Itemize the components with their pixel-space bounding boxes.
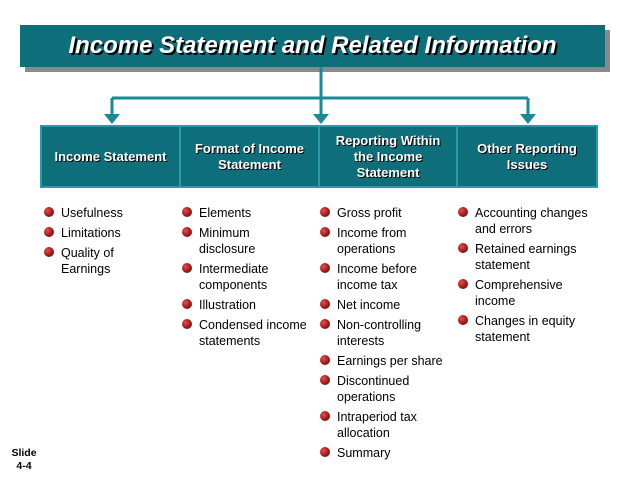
bullet-icon bbox=[320, 447, 330, 457]
list-item: Accounting changes and errors bbox=[458, 205, 598, 237]
list-item: Elements bbox=[182, 205, 317, 221]
bullet-icon bbox=[44, 207, 54, 217]
list-item: Intermediate components bbox=[182, 261, 299, 293]
bullet-icon bbox=[182, 319, 192, 329]
column-reporting-within bbox=[320, 205, 455, 465]
bullet-icon bbox=[320, 263, 330, 273]
box-format-of-income-statement bbox=[179, 125, 320, 188]
list-item: Earnings per share bbox=[320, 353, 472, 369]
list-item: Summary bbox=[320, 445, 455, 461]
list-item: Minimum disclosure bbox=[182, 225, 289, 257]
list-item: Changes in equity statement bbox=[458, 313, 610, 345]
column-income-statement bbox=[44, 205, 172, 281]
bullet-icon bbox=[320, 207, 330, 217]
list-item: Comprehensive income bbox=[458, 277, 590, 309]
bullet-icon bbox=[182, 207, 192, 217]
column-format bbox=[182, 205, 317, 353]
list-item: Illustration bbox=[182, 297, 317, 313]
list-item: Limitations bbox=[44, 225, 172, 241]
bullet-icon bbox=[182, 263, 192, 273]
bullet-icon bbox=[182, 227, 192, 237]
list-item: Gross profit bbox=[320, 205, 455, 221]
bullet-icon bbox=[320, 355, 330, 365]
box-label: Format of Income Statement bbox=[194, 140, 305, 172]
bullet-icon bbox=[320, 411, 330, 421]
slide-title: Income Statement and Related Information bbox=[68, 32, 557, 59]
bullet-icon bbox=[320, 375, 330, 385]
bullet-icon bbox=[320, 319, 330, 329]
list-item: Quality of Earnings bbox=[44, 245, 131, 277]
list-item: Retained earnings statement bbox=[458, 241, 600, 273]
list-item: Usefulness bbox=[44, 205, 172, 221]
list-item: Income before income tax bbox=[320, 261, 437, 293]
list-item: Income from operations bbox=[320, 225, 437, 257]
box-other-reporting-issues bbox=[456, 125, 598, 188]
bullet-icon bbox=[320, 299, 330, 309]
column-other-reporting bbox=[458, 205, 598, 349]
bullet-icon bbox=[458, 207, 468, 217]
list-item: Non-controlling interests bbox=[320, 317, 447, 349]
bullet-icon bbox=[182, 299, 192, 309]
bullet-icon bbox=[44, 247, 54, 257]
bullet-icon bbox=[44, 227, 54, 237]
bullet-icon bbox=[458, 279, 468, 289]
list-item: Condensed income statements bbox=[182, 317, 324, 349]
list-item: Discontinued operations bbox=[320, 373, 437, 405]
slide-number: Slide 4-4 bbox=[11, 447, 37, 472]
arrow-center bbox=[313, 114, 329, 124]
bullet-icon bbox=[458, 315, 468, 325]
bullet-icon bbox=[458, 243, 468, 253]
bullet-icon bbox=[320, 227, 330, 237]
box-label: Other Reporting Issues bbox=[477, 140, 577, 172]
arrow-right bbox=[520, 114, 536, 124]
box-reporting-within bbox=[318, 125, 458, 188]
box-label: Reporting Within the Income Statement bbox=[335, 132, 441, 180]
arrow-left bbox=[104, 114, 120, 124]
list-item: Net income bbox=[320, 297, 455, 313]
box-label: Income Statement bbox=[54, 148, 167, 164]
list-item: Intraperiod tax allocation bbox=[320, 409, 447, 441]
box-income-statement bbox=[40, 125, 181, 188]
